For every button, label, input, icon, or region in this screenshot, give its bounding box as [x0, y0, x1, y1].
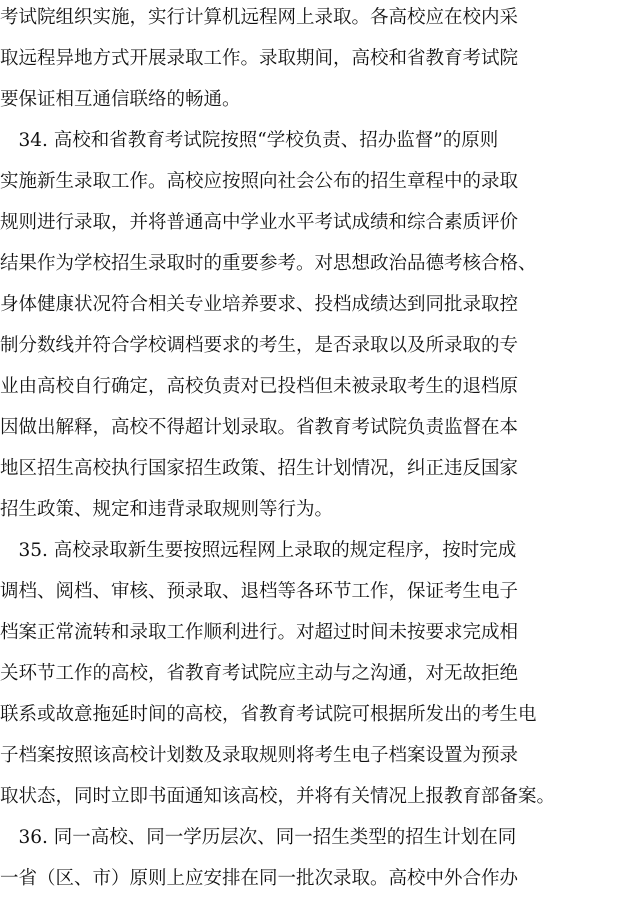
text-line: 结果作为学校招生录取时的重要参考。对思想政治品德考核合格、 — [0, 253, 537, 274]
paragraph-34-first-line: 34. 高校和省教育考试院按照“学校负责、招办监督”的原则 — [0, 130, 499, 151]
text-line: 要保证相互通信联络的畅通。 — [0, 89, 241, 110]
text-line: 档案正常流转和录取工作顺利进行。对超过时间未按要求完成相 — [0, 622, 519, 643]
text-line: 规则进行录取，并将普通高中学业水平考试成绩和综合素质评价 — [0, 212, 519, 233]
text-line: 考试院组织实施，实行计算机远程网上录取。各高校应在校内采 — [0, 7, 519, 28]
text-line: 联系或故意拖延时间的高校，省教育考试院可根据所发出的考生电 — [0, 704, 537, 725]
text-line: 实施新生录取工作。高校应按照向社会公布的招生章程中的录取 — [0, 171, 519, 192]
paragraph-35-first-line: 35. 高校录取新生要按照远程网上录取的规定程序，按时完成 — [0, 540, 517, 561]
text-line: 关环节工作的高校，省教育考试院应主动与之沟通，对无故拒绝 — [0, 663, 519, 684]
text-line: 一省（区、市）原则上应安排在同一批次录取。高校中外合作办 — [0, 868, 519, 889]
text-line: 子档案按照该高校计划数及录取规则将考生电子档案设置为预录 — [0, 745, 519, 766]
text-line: 因做出解释，高校不得超计划录取。省教育考试院负责监督在本 — [0, 417, 519, 438]
text-line: 身体健康状况符合相关专业培养要求、投档成绩达到同批录取控 — [0, 294, 519, 315]
text-line: 取远程异地方式开展录取工作。录取期间，高校和省教育考试院 — [0, 48, 519, 69]
text-line: 制分数线并符合学校调档要求的考生，是否录取以及所录取的专 — [0, 335, 519, 356]
text-line: 招生政策、规定和违背录取规则等行为。 — [0, 499, 334, 520]
text-line: 地区招生高校执行国家招生政策、招生计划情况，纠正违反国家 — [0, 458, 519, 479]
paragraph-36-first-line: 36. 同一高校、同一学历层次、同一招生类型的招生计划在同 — [0, 827, 517, 848]
text-line: 调档、阅档、审核、预录取、退档等各环节工作，保证考生电子 — [0, 581, 519, 602]
text-line: 取状态，同时立即书面通知该高校，并将有关情况上报教育部备案。 — [0, 786, 556, 807]
text-line: 业由高校自行确定，高校负责对已投档但未被录取考生的退档原 — [0, 376, 519, 397]
